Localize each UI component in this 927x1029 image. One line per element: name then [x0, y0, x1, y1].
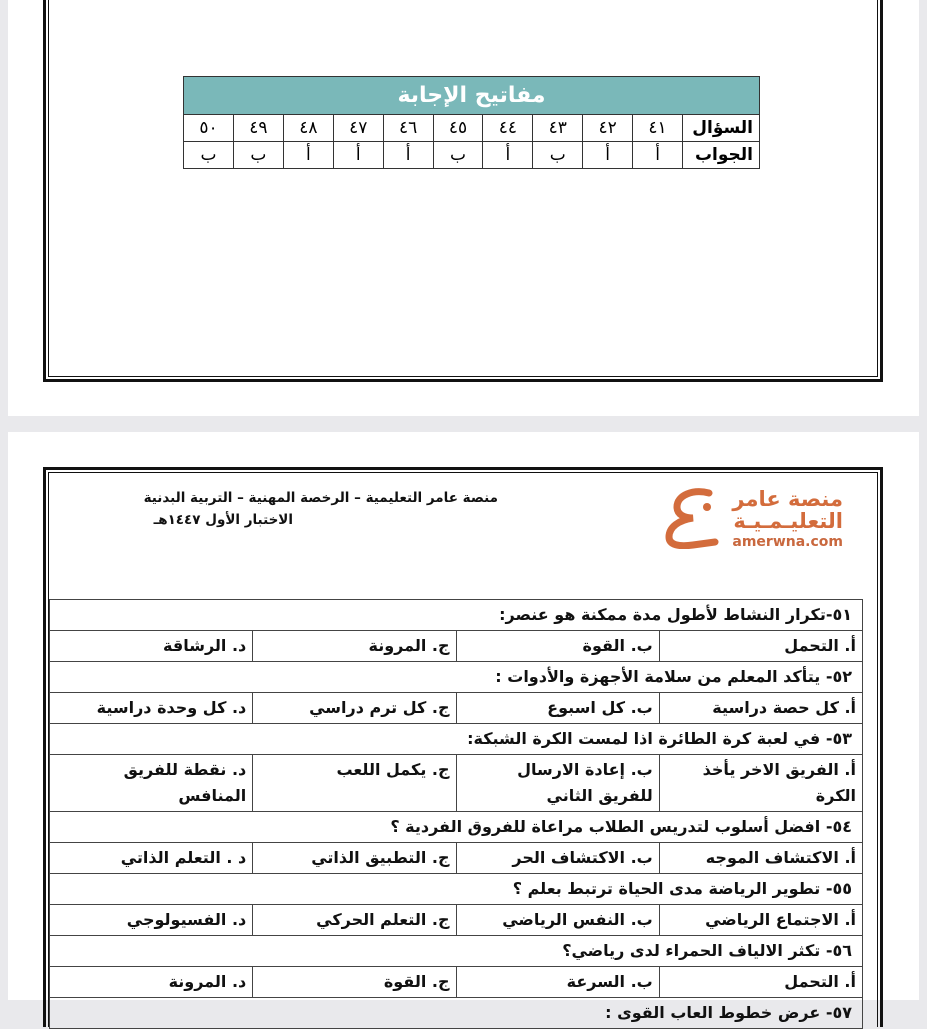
option-b: ب. القوة — [456, 631, 659, 662]
options-row — [50, 967, 863, 998]
answer-value: ب — [184, 142, 234, 169]
option-c: ج. القوة — [253, 967, 456, 998]
question-number: ٤١ — [633, 115, 683, 142]
option-b: ب. الاكتشاف الحر — [456, 843, 659, 874]
answer-key-question-row — [184, 115, 760, 142]
questions-table — [49, 599, 863, 1029]
answer-value: أ — [633, 142, 683, 169]
option-b: ب. السرعة — [456, 967, 659, 998]
option-c: ج. المرونة — [253, 631, 456, 662]
option-d: د. المرونة — [50, 967, 253, 998]
options-row — [50, 693, 863, 724]
answer-value: أ — [383, 142, 433, 169]
option-d: د. الرشاقة — [50, 631, 253, 662]
option-b: ب. كل اسبوع — [456, 693, 659, 724]
question-number: ٤٦ — [383, 115, 433, 142]
question-row — [50, 724, 863, 755]
options-row — [50, 905, 863, 936]
header-title: منصة عامر التعليمية – الرخصة المهنية – التربية البدنية — [143, 490, 498, 506]
option-d: د. كل وحدة دراسية — [50, 693, 253, 724]
option-d: د. الفسيولوجي — [50, 905, 253, 936]
header-exam: الاختبار الأول ١٤٤٧هـ — [153, 512, 293, 528]
question-text: ٥١-تكرار النشاط لأطول مدة ممكنة هو عنصر: — [50, 600, 863, 631]
option-d: د . التعلم الذاتي — [50, 843, 253, 874]
question-text: ٥٢- يتأكد المعلم من سلامة الأجهزة والأدوات : — [50, 662, 863, 693]
answer-value: أ — [333, 142, 383, 169]
answer-value: ب — [533, 142, 583, 169]
page-bottom — [8, 432, 919, 1022]
question-number: ٤٢ — [583, 115, 633, 142]
option-b: ب. النفس الرياضي — [456, 905, 659, 936]
options-row — [50, 755, 863, 812]
question-text: ٥٦- تكثر الالياف الحمراء لدى رياضي؟ — [50, 936, 863, 967]
answer-value: أ — [283, 142, 333, 169]
logo — [663, 487, 843, 550]
question-row — [50, 874, 863, 905]
option-c: ج. التعلم الحركي — [253, 905, 456, 936]
option-c: ج. التطبيق الذاتي — [253, 843, 456, 874]
answer-label: الجواب — [683, 142, 760, 169]
question-text: ٥٥- تطوير الرياضة مدى الحياة ترتبط بعلم ؟ — [50, 874, 863, 905]
question-row — [50, 812, 863, 843]
question-text: ٥٧- عرض خطوط العاب القوى : — [50, 998, 863, 1029]
question-number: ٤٥ — [433, 115, 483, 142]
answer-value: أ — [583, 142, 633, 169]
answer-key-table — [183, 76, 760, 169]
answer-key-title: مفاتيح الإجابة — [184, 77, 760, 115]
logo-ain-icon — [663, 487, 721, 549]
option-a: أ. التحمل — [659, 631, 862, 662]
logo-text-line1: منصة عامر — [732, 487, 843, 511]
question-row — [50, 662, 863, 693]
option-c: ج. يكمل اللعب — [253, 755, 456, 812]
question-row — [50, 600, 863, 631]
option-a: أ. التحمل — [659, 967, 862, 998]
question-number: ٤٣ — [533, 115, 583, 142]
question-row — [50, 998, 863, 1029]
answer-value: ب — [433, 142, 483, 169]
question-number: ٥٠ — [184, 115, 234, 142]
question-row — [50, 936, 863, 967]
page-border — [43, 0, 883, 382]
option-c: ج. كل ترم دراسي — [253, 693, 456, 724]
question-number: ٤٤ — [483, 115, 533, 142]
logo-text-line2: التعليـمـيـة — [733, 509, 843, 533]
option-b: ب. إعادة الارسال للفريق الثاني — [456, 755, 659, 812]
options-row — [50, 631, 863, 662]
options-row — [50, 843, 863, 874]
option-d: د. نقطة للفريق المنافس — [50, 755, 253, 812]
logo-url: amerwna.com — [732, 534, 843, 550]
question-label: السؤال — [683, 115, 760, 142]
question-text: ٥٣- في لعبة كرة الطائرة اذا لمست الكرة الشبكة: — [50, 724, 863, 755]
question-text: ٥٤- افضل أسلوب لتدريس الطلاب مراعاة للفروق الفردية ؟ — [50, 812, 863, 843]
answer-value: أ — [483, 142, 533, 169]
question-number: ٤٨ — [283, 115, 333, 142]
answer-value: ب — [233, 142, 283, 169]
option-a: أ. الاكتشاف الموجه — [659, 843, 862, 874]
answer-key-answer-row — [184, 142, 760, 169]
question-number: ٤٩ — [233, 115, 283, 142]
option-a: أ. الفريق الاخر يأخذ الكرة — [659, 755, 862, 812]
question-number: ٤٧ — [333, 115, 383, 142]
option-a: أ. كل حصة دراسية — [659, 693, 862, 724]
page-top — [8, 0, 919, 416]
option-a: أ. الاجتماع الرياضي — [659, 905, 862, 936]
